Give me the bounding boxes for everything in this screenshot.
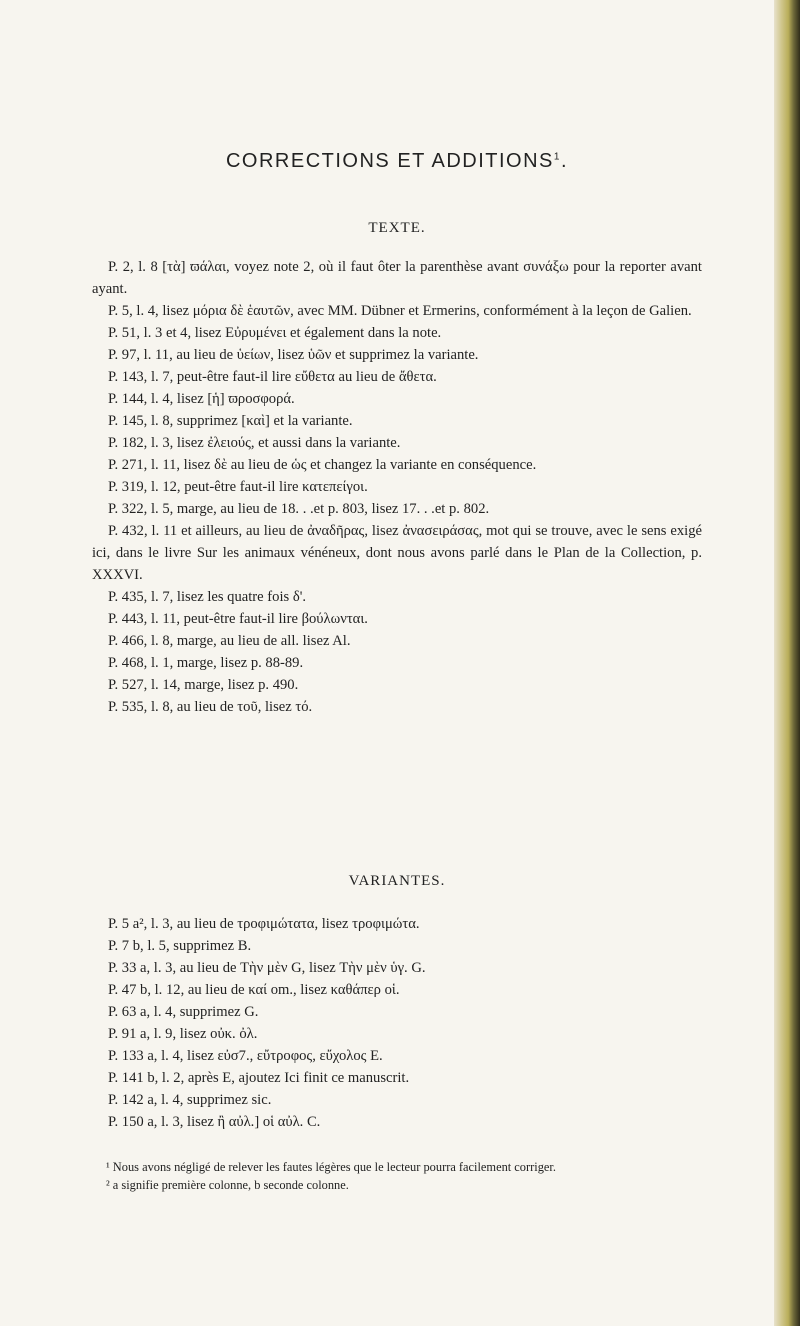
correction-entry: P. 527, l. 14, marge, lisez p. 490. xyxy=(108,677,299,693)
footnote-item: ¹ Nous avons négligé de relever les fautes légères que le lecteur pourra facilement corriger. xyxy=(106,1160,556,1174)
texte-corrections-list xyxy=(92,256,702,718)
correction-entry: P. 145, l. 8, supprimez [καὶ] et la variante. xyxy=(108,413,353,429)
title-footnote-mark: 1 xyxy=(553,151,561,163)
variante-entry: P. 150 a, l. 3, lisez ἢ αὐλ.] οἱ αὐλ. C. xyxy=(108,1114,321,1130)
variante-entry: P. 141 b, l. 2, après E, ajoutez Ici finit ce manuscrit. xyxy=(108,1070,410,1086)
variante-entry: P. 47 b, l. 12, au lieu de καί om., lisez καθάπερ οἱ. xyxy=(108,982,400,998)
variante-entry: P. 7 b, l. 5, supprimez B. xyxy=(108,938,252,954)
correction-entry: P. 97, l. 11, au lieu de ὑείων, lisez ὑῶν et supprimez la variante. xyxy=(108,347,479,363)
correction-entry: P. 182, l. 3, lisez ἐλειούς, et aussi dans la variante. xyxy=(108,435,401,451)
correction-entry: P. 51, l. 3 et 4, lisez Εὐρυμένει et également dans la note. xyxy=(108,325,442,341)
variante-entry: P. 5 a², l. 3, au lieu de τροφιμώτατα, lisez τροφιμώτα. xyxy=(108,916,420,932)
footnote-item: ² a signifie première colonne, b seconde colonne. xyxy=(106,1178,349,1192)
correction-entry: P. 435, l. 7, lisez les quatre fois δ'. xyxy=(108,589,306,605)
correction-entry: P. 466, l. 8, marge, au lieu de all. lisez Al. xyxy=(108,633,351,649)
correction-entry: P. 432, l. 11 et ailleurs, au lieu de ἀναδῆρας, lisez ἀνασειράσας, mot qui se trouve, avec le sens exigé ici, dans le livre Sur les animaux vénéneux, dont nous avons parlé dans le Plan de la Collection, p. XXXVI. xyxy=(92,523,702,583)
correction-entry: P. 322, l. 5, marge, au lieu de 18. . .et p. 803, lisez 17. . .et p. 802. xyxy=(108,501,490,517)
page-edge-binding xyxy=(774,0,800,1326)
correction-entry: P. 468, l. 1, marge, lisez p. 88-89. xyxy=(108,655,304,671)
variantes-corrections-list xyxy=(92,913,702,1133)
correction-entry: P. 271, l. 11, lisez δὲ au lieu de ὡς et changez la variante en conséquence. xyxy=(108,457,537,473)
correction-entry: P. 144, l. 4, lisez [ἡ] ϖροσφορά. xyxy=(108,391,295,407)
page-title: CORRECTIONS ET ADDITIONS$^1$. xyxy=(225,150,568,172)
correction-entry: P. 5, l. 4, lisez μόρια δὲ ἑαυτῶν, avec MM. Dübner et Ermerins, conformément à la leçon de Galien. xyxy=(108,303,692,319)
variante-entry: P. 133 a, l. 4, lisez εὐσ7., εὔτροφος, εὔχολος E. xyxy=(108,1048,383,1064)
correction-entry: P. 2, l. 8 [τὰ] ϖάλαι, voyez note 2, où il faut ôter la parenthèse avant συνάξω pour la reporter avant ayant. xyxy=(92,259,702,297)
correction-entry: P. 443, l. 11, peut-être faut-il lire βούλωνται. xyxy=(108,611,368,627)
variante-entry: P. 142 a, l. 4, supprimez sic. xyxy=(108,1092,272,1108)
section-heading-variantes: VARIANTES. xyxy=(348,873,446,889)
footnotes xyxy=(92,1158,702,1194)
correction-entry: P. 535, l. 8, au lieu de τοῦ, lisez τό. xyxy=(108,699,313,715)
variante-entry: P. 63 a, l. 4, supprimez G. xyxy=(108,1004,259,1020)
variante-entry: P. 33 a, l. 3, au lieu de Τὴν μὲν G, lisez Τὴν μὲν ὑγ. G. xyxy=(108,960,426,976)
section-heading-texte: TEXTE. xyxy=(368,220,426,236)
variante-entry: P. 91 a, l. 9, lisez οὐκ. ὀλ. xyxy=(108,1026,258,1042)
correction-entry: P. 143, l. 7, peut-être faut-il lire εὔθετα au lieu de ἄθετα. xyxy=(108,369,437,385)
correction-entry: P. 319, l. 12, peut-être faut-il lire κατεπείγοι. xyxy=(108,479,368,495)
